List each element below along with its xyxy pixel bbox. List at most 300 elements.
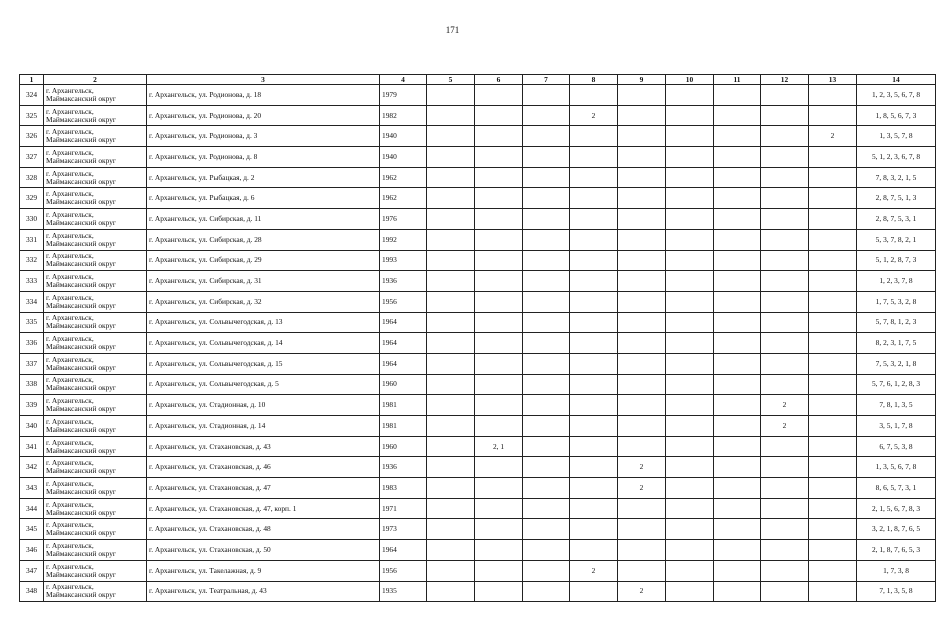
table-row [20,312,936,333]
col5-cell [427,416,475,437]
col5-cell [427,395,475,416]
col9-cell [618,498,666,519]
address-cell: г. Архангельск, ул. Стадионная, д. 14 [147,416,380,437]
col14-cell: 3, 2, 1, 8, 7, 6, 5 [857,519,936,540]
district-cell: г. Архангельск, Маймаксанский округ [44,436,147,457]
col14-cell: 5, 7, 8, 1, 2, 3 [857,312,936,333]
col12-cell [761,333,809,354]
col10-cell [666,271,714,292]
col12-cell [761,209,809,230]
row-number: 338 [20,374,44,395]
col12-cell [761,312,809,333]
col10-cell [666,540,714,561]
col12-cell: 2 [761,395,809,416]
col8-cell [570,126,618,147]
district-cell: г. Архангельск, Маймаксанский округ [44,374,147,395]
col11-cell [714,188,761,209]
col5-cell [427,312,475,333]
col10-cell [666,519,714,540]
row-number: 331 [20,229,44,250]
col9-cell [618,374,666,395]
col5-cell [427,478,475,499]
col9-cell [618,147,666,168]
col11-cell [714,333,761,354]
row-number: 326 [20,126,44,147]
table-row [20,85,936,106]
table-row [20,540,936,561]
col12-cell [761,374,809,395]
col10-cell [666,147,714,168]
col9-cell [618,395,666,416]
district-cell: г. Архангельск, Маймаксанский округ [44,147,147,168]
col6-cell [475,374,523,395]
year-cell: 1940 [380,126,427,147]
col10-cell [666,333,714,354]
col8-cell [570,312,618,333]
col6-cell [475,250,523,271]
col13-cell [809,540,857,561]
col6-cell [475,560,523,581]
col8-cell [570,333,618,354]
address-cell: г. Архангельск, ул. Сибирская, д. 32 [147,291,380,312]
col10-cell [666,374,714,395]
col5-cell [427,353,475,374]
col7-cell [523,147,570,168]
col10-cell [666,105,714,126]
district-cell: г. Архангельск, Маймаксанский округ [44,291,147,312]
col10-cell [666,457,714,478]
address-cell: г. Архангельск, ул. Стадионная, д. 10 [147,395,380,416]
row-number: 327 [20,147,44,168]
register-table [19,74,936,602]
col7-cell [523,498,570,519]
col8-cell [570,167,618,188]
col7-cell [523,478,570,499]
row-number: 333 [20,271,44,292]
column-header: 11 [714,75,761,85]
col14-cell: 5, 3, 7, 8, 2, 1 [857,229,936,250]
col6-cell [475,105,523,126]
column-header: 6 [475,75,523,85]
row-number: 334 [20,291,44,312]
col14-cell: 2, 1, 8, 7, 6, 5, 3 [857,540,936,561]
col12-cell [761,581,809,602]
col7-cell [523,291,570,312]
col11-cell [714,126,761,147]
col6-cell [475,271,523,292]
row-number: 341 [20,436,44,457]
col14-cell: 6, 7, 5, 3, 8 [857,436,936,457]
col12-cell [761,478,809,499]
col9-cell [618,229,666,250]
col9-cell [618,312,666,333]
row-number: 348 [20,581,44,602]
table-row [20,291,936,312]
col14-cell: 5, 1, 2, 8, 7, 3 [857,250,936,271]
col9-cell [618,209,666,230]
col12-cell [761,353,809,374]
col14-cell: 7, 1, 3, 5, 8 [857,581,936,602]
table-row [20,105,936,126]
col8-cell [570,85,618,106]
address-cell: г. Архангельск, ул. Сольвычегодская, д. 5 [147,374,380,395]
col6-cell [475,147,523,168]
col7-cell [523,126,570,147]
year-cell: 1983 [380,478,427,499]
row-number: 340 [20,416,44,437]
col14-cell: 1, 2, 3, 7, 8 [857,271,936,292]
column-header: 2 [44,75,147,85]
col12-cell: 2 [761,416,809,437]
year-cell: 1964 [380,540,427,561]
col5-cell [427,209,475,230]
address-cell: г. Архангельск, ул. Стахановская, д. 47, корп. 1 [147,498,380,519]
year-cell: 1936 [380,271,427,292]
row-number: 325 [20,105,44,126]
col5-cell [427,105,475,126]
district-cell: г. Архангельск, Маймаксанский округ [44,457,147,478]
col6-cell [475,353,523,374]
col7-cell [523,85,570,106]
col9-cell [618,250,666,271]
col11-cell [714,436,761,457]
year-cell: 1993 [380,250,427,271]
table-row [20,478,936,499]
col6-cell [475,126,523,147]
col14-cell: 2, 1, 5, 6, 7, 8, 3 [857,498,936,519]
col5-cell [427,519,475,540]
col13-cell [809,416,857,437]
year-cell: 1976 [380,209,427,230]
col13-cell [809,560,857,581]
year-cell: 1962 [380,167,427,188]
col13-cell [809,147,857,168]
col5-cell [427,167,475,188]
district-cell: г. Архангельск, Маймаксанский округ [44,271,147,292]
col6-cell [475,395,523,416]
col8-cell [570,436,618,457]
address-cell: г. Архангельск, ул. Сибирская, д. 11 [147,209,380,230]
col10-cell [666,85,714,106]
col11-cell [714,147,761,168]
col9-cell [618,333,666,354]
col11-cell [714,209,761,230]
col9-cell [618,540,666,561]
col5-cell [427,188,475,209]
col5-cell [427,540,475,561]
col6-cell [475,457,523,478]
col13-cell [809,209,857,230]
district-cell: г. Архангельск, Маймаксанский округ [44,126,147,147]
col10-cell [666,229,714,250]
col10-cell [666,478,714,499]
address-cell: г. Архангельск, ул. Стахановская, д. 43 [147,436,380,457]
row-number: 336 [20,333,44,354]
address-cell: г. Архангельск, ул. Сольвычегодская, д. 15 [147,353,380,374]
col6-cell [475,333,523,354]
table-row [20,333,936,354]
col14-cell: 7, 5, 3, 2, 1, 8 [857,353,936,374]
col11-cell [714,519,761,540]
col10-cell [666,250,714,271]
district-cell: г. Архангельск, Маймаксанский округ [44,209,147,230]
col7-cell [523,105,570,126]
col13-cell [809,333,857,354]
col14-cell: 2, 8, 7, 5, 3, 1 [857,209,936,230]
col5-cell [427,147,475,168]
col8-cell [570,374,618,395]
col7-cell [523,374,570,395]
col14-cell: 3, 5, 1, 7, 8 [857,416,936,437]
col6-cell [475,167,523,188]
col7-cell [523,395,570,416]
district-cell: г. Архангельск, Маймаксанский округ [44,250,147,271]
district-cell: г. Архангельск, Маймаксанский округ [44,333,147,354]
col8-cell [570,457,618,478]
address-cell: г. Архангельск, ул. Стахановская, д. 50 [147,540,380,561]
col11-cell [714,105,761,126]
col10-cell [666,395,714,416]
col7-cell [523,540,570,561]
col8-cell [570,416,618,437]
col9-cell [618,519,666,540]
col6-cell [475,581,523,602]
col7-cell [523,188,570,209]
col6-cell [475,540,523,561]
row-number: 335 [20,312,44,333]
district-cell: г. Архангельск, Маймаксанский округ [44,581,147,602]
table-row [20,126,936,147]
table-row [20,581,936,602]
col8-cell [570,147,618,168]
col12-cell [761,540,809,561]
col8-cell [570,498,618,519]
year-cell: 1936 [380,457,427,478]
column-header: 1 [20,75,44,85]
district-cell: г. Архангельск, Маймаксанский округ [44,498,147,519]
district-cell: г. Архангельск, Маймаксанский округ [44,188,147,209]
col8-cell: 2 [570,560,618,581]
year-cell: 1960 [380,436,427,457]
col7-cell [523,312,570,333]
col9-cell [618,353,666,374]
table-row [20,395,936,416]
col8-cell [570,188,618,209]
col12-cell [761,147,809,168]
col6-cell [475,416,523,437]
col7-cell [523,581,570,602]
col13-cell [809,498,857,519]
col12-cell [761,560,809,581]
col10-cell [666,353,714,374]
col12-cell [761,85,809,106]
district-cell: г. Архангельск, Маймаксанский округ [44,416,147,437]
col11-cell [714,457,761,478]
table-row [20,209,936,230]
col13-cell [809,85,857,106]
col5-cell [427,271,475,292]
col12-cell [761,519,809,540]
address-cell: г. Архангельск, ул. Такелажная, д. 9 [147,560,380,581]
table-row [20,147,936,168]
col5-cell [427,581,475,602]
col11-cell [714,353,761,374]
col11-cell [714,291,761,312]
col13-cell [809,291,857,312]
address-cell: г. Архангельск, ул. Сибирская, д. 28 [147,229,380,250]
district-cell: г. Архангельск, Маймаксанский округ [44,312,147,333]
col11-cell [714,540,761,561]
col12-cell [761,436,809,457]
col9-cell [618,560,666,581]
table-row [20,519,936,540]
column-header: 8 [570,75,618,85]
col12-cell [761,291,809,312]
address-cell: г. Архангельск, ул. Сибирская, д. 31 [147,271,380,292]
col5-cell [427,229,475,250]
col6-cell: 2, 1 [475,436,523,457]
year-cell: 1971 [380,498,427,519]
district-cell: г. Архангельск, Маймаксанский округ [44,229,147,250]
col8-cell [570,291,618,312]
col7-cell [523,209,570,230]
column-header: 13 [809,75,857,85]
col12-cell [761,498,809,519]
col11-cell [714,229,761,250]
row-number: 347 [20,560,44,581]
district-cell: г. Архангельск, Маймаксанский округ [44,519,147,540]
district-cell: г. Архангельск, Маймаксанский округ [44,353,147,374]
table-row [20,229,936,250]
col5-cell [427,498,475,519]
col14-cell: 1, 3, 5, 7, 8 [857,126,936,147]
year-cell: 1973 [380,519,427,540]
table-row [20,188,936,209]
page-number: 171 [445,25,460,35]
col10-cell [666,416,714,437]
col7-cell [523,229,570,250]
col14-cell: 1, 2, 3, 5, 6, 7, 8 [857,85,936,106]
col7-cell [523,271,570,292]
col5-cell [427,250,475,271]
table-row [20,457,936,478]
column-header: 14 [857,75,936,85]
year-cell: 1964 [380,353,427,374]
col11-cell [714,167,761,188]
col5-cell [427,126,475,147]
table-row [20,560,936,581]
col6-cell [475,188,523,209]
col5-cell [427,291,475,312]
col13-cell [809,229,857,250]
district-cell: г. Архангельск, Маймаксанский округ [44,105,147,126]
col9-cell: 2 [618,457,666,478]
table-row [20,436,936,457]
col6-cell [475,85,523,106]
col12-cell [761,457,809,478]
col13-cell [809,271,857,292]
col6-cell [475,312,523,333]
col6-cell [475,291,523,312]
col11-cell [714,85,761,106]
col9-cell [618,436,666,457]
col8-cell [570,250,618,271]
row-number: 328 [20,167,44,188]
column-header: 4 [380,75,427,85]
col9-cell [618,188,666,209]
column-header: 3 [147,75,380,85]
row-number: 343 [20,478,44,499]
col6-cell [475,498,523,519]
address-cell: г. Архангельск, ул. Рыбацкая, д. 6 [147,188,380,209]
col14-cell: 8, 2, 3, 1, 7, 5 [857,333,936,354]
col13-cell [809,436,857,457]
col12-cell [761,105,809,126]
col12-cell [761,250,809,271]
column-header: 9 [618,75,666,85]
col9-cell: 2 [618,478,666,499]
col12-cell [761,126,809,147]
col13-cell [809,353,857,374]
col13-cell [809,105,857,126]
col9-cell [618,126,666,147]
col10-cell [666,436,714,457]
col8-cell [570,271,618,292]
address-cell: г. Архангельск, ул. Стахановская, д. 46 [147,457,380,478]
col8-cell [570,478,618,499]
col11-cell [714,581,761,602]
district-cell: г. Архангельск, Маймаксанский округ [44,560,147,581]
year-cell: 1981 [380,395,427,416]
col9-cell [618,167,666,188]
col12-cell [761,188,809,209]
col8-cell [570,353,618,374]
row-number: 332 [20,250,44,271]
col7-cell [523,560,570,581]
row-number: 342 [20,457,44,478]
col7-cell [523,167,570,188]
col10-cell [666,126,714,147]
col14-cell: 1, 8, 5, 6, 7, 3 [857,105,936,126]
address-cell: г. Архангельск, ул. Родионова, д. 3 [147,126,380,147]
col11-cell [714,395,761,416]
col9-cell: 2 [618,581,666,602]
year-cell: 1940 [380,147,427,168]
row-number: 346 [20,540,44,561]
col5-cell [427,457,475,478]
year-cell: 1956 [380,560,427,581]
col12-cell [761,167,809,188]
col14-cell: 8, 6, 5, 7, 3, 1 [857,478,936,499]
table-body [20,85,936,602]
col10-cell [666,209,714,230]
col13-cell [809,519,857,540]
column-header: 5 [427,75,475,85]
col5-cell [427,374,475,395]
col11-cell [714,312,761,333]
address-cell: г. Архангельск, ул. Родионова, д. 8 [147,147,380,168]
col5-cell [427,560,475,581]
district-cell: г. Архангельск, Маймаксанский округ [44,395,147,416]
col14-cell: 5, 7, 6, 1, 2, 8, 3 [857,374,936,395]
row-number: 324 [20,85,44,106]
col8-cell [570,581,618,602]
row-number: 329 [20,188,44,209]
col10-cell [666,167,714,188]
col5-cell [427,333,475,354]
district-cell: г. Архангельск, Маймаксанский округ [44,167,147,188]
col9-cell [618,271,666,292]
